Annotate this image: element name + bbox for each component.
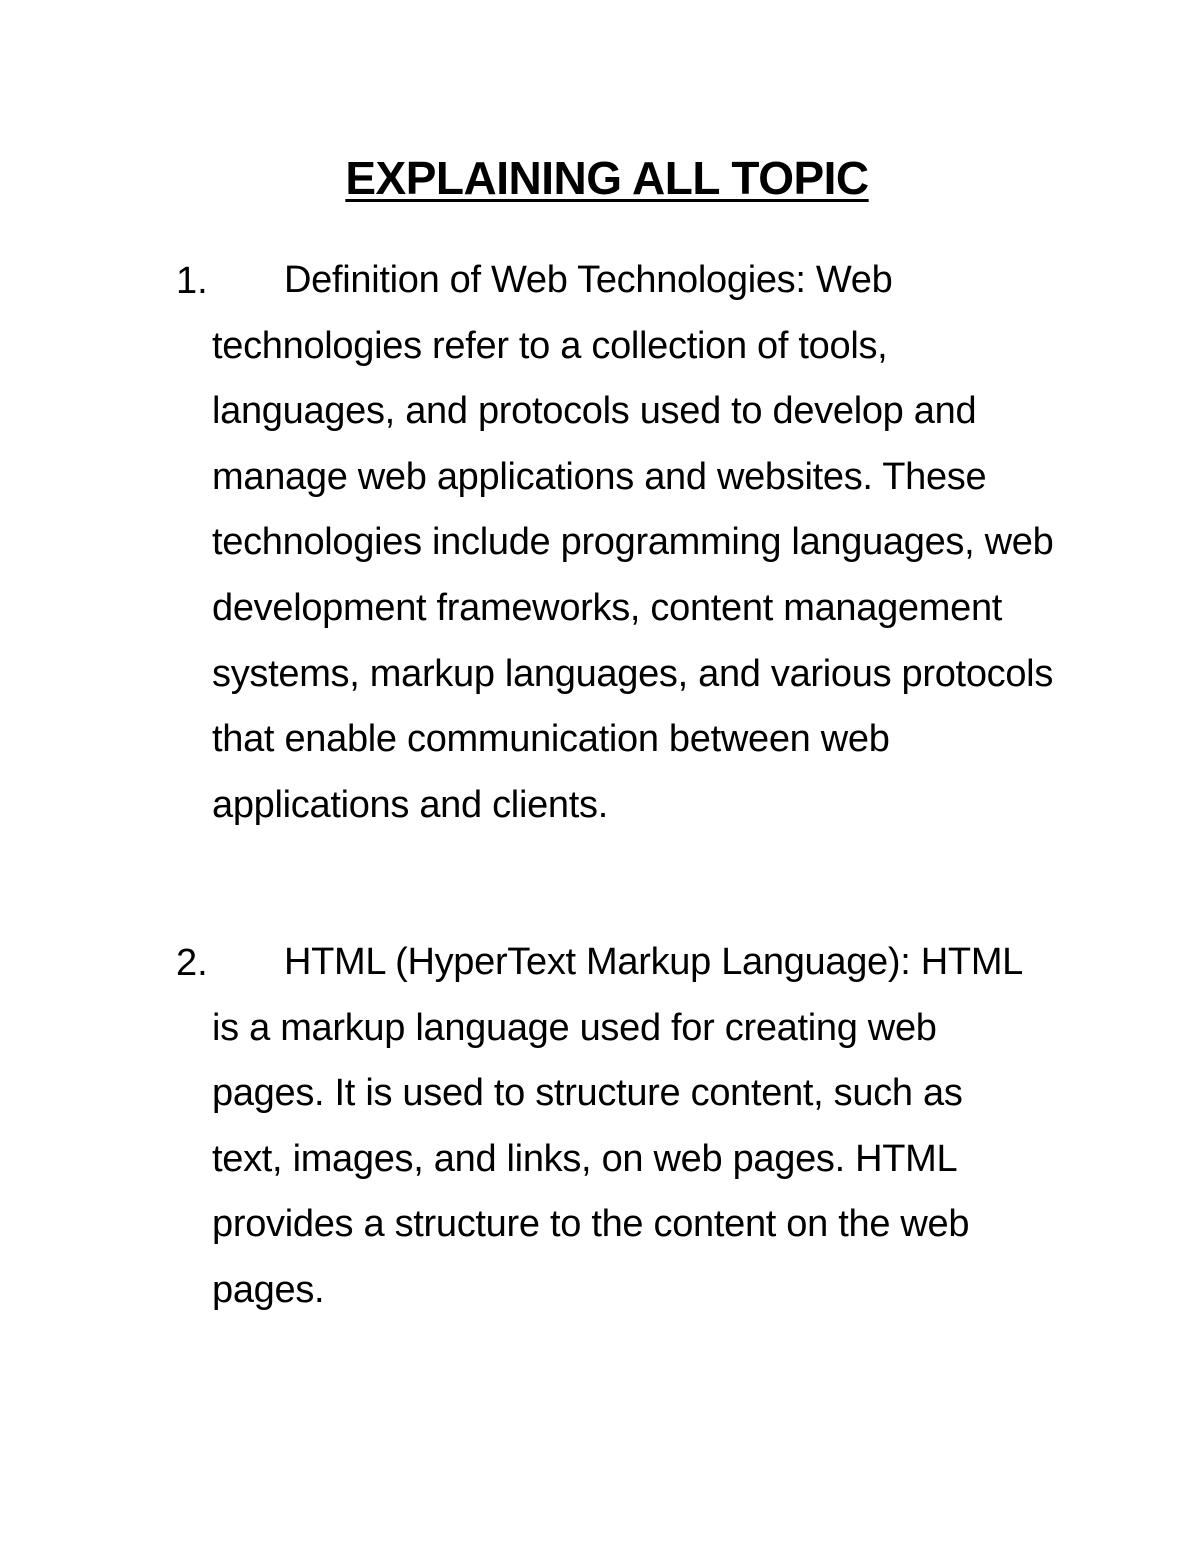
list-item-number: 1. bbox=[176, 260, 208, 302]
list-item-number: 2. bbox=[176, 942, 208, 984]
list-item-text: Definition of Web Technologies: Web technologies refer to a collection of tools, languages, and protocols used to develop and manage web applications and websites. These technologies include programming languages, web development frameworks, content management systems, markup languages, and various protocols that enable communication between web applications and clients. bbox=[212, 259, 1054, 826]
list-item-text: HTML (HyperText Markup Language): HTML is a markup language used for creating web pages. It is used to structure content, such as text, images, and links, on web pages. HTML provides a structure to the content on the web pages. bbox=[212, 941, 1022, 1311]
page-title: EXPLAINING ALL TOPIC bbox=[345, 152, 869, 204]
